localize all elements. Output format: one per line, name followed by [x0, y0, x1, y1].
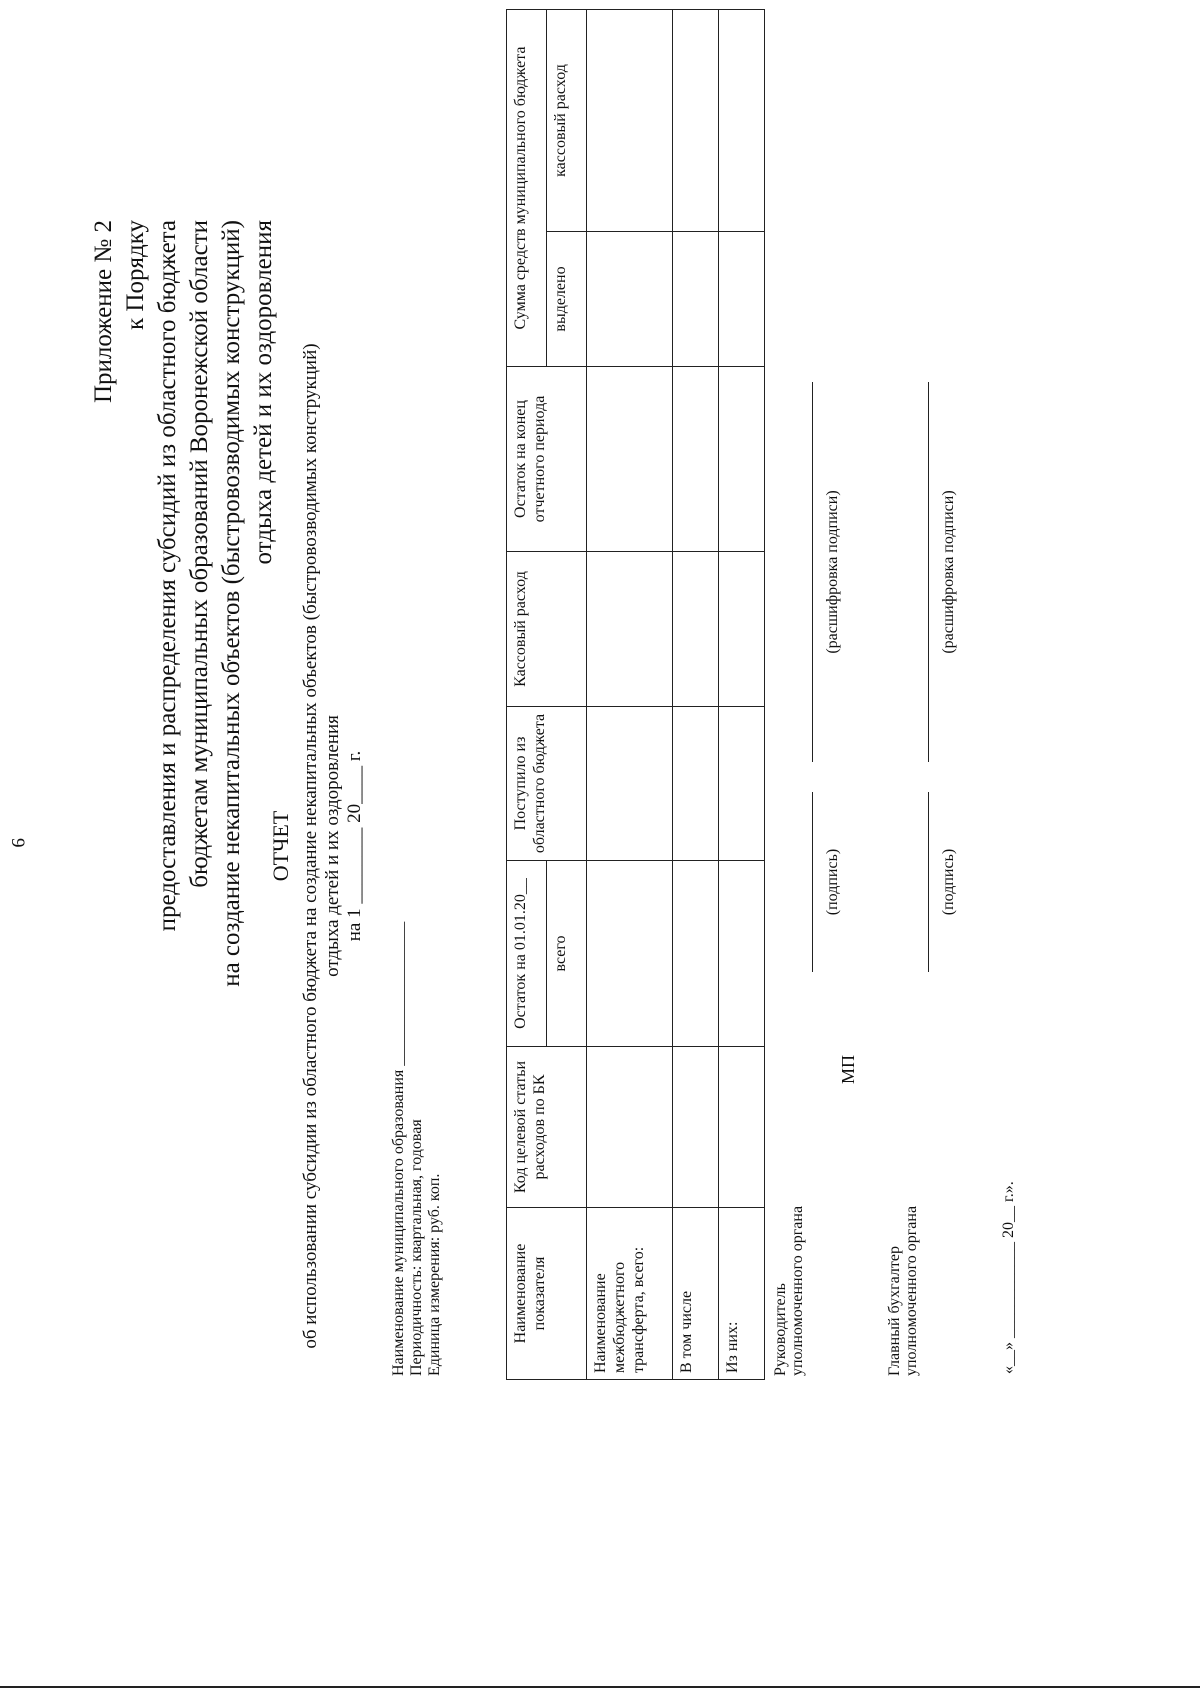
appendix-line-3: предоставления и распределения субсидий из областного бюджета: [154, 220, 181, 932]
head-label: [772, 1206, 806, 1376]
row-label-of-which: Из них:: [719, 1208, 765, 1380]
table-row: [587, 10, 673, 1380]
signature-date: «__» ____________ 20__ г.».: [1000, 1181, 1017, 1374]
table-cell: [673, 861, 719, 1047]
header-balance-end: Остаток на конец отчетного периода: [507, 367, 587, 552]
appendix-line-2: к Порядку: [122, 220, 149, 330]
report-date-line: на 1 ________ 20____ г.: [344, 750, 365, 942]
header-cash-expense: Кассовый расход: [507, 552, 587, 707]
table-cell: [719, 552, 765, 707]
appendix-line-1: Приложение № 2: [90, 220, 117, 404]
accountant-decoding-line: [928, 382, 929, 762]
table-cell: [719, 1047, 765, 1208]
table-cell: [719, 232, 765, 367]
header-balance-start: Остаток на 01.01.20__: [507, 861, 547, 1047]
table-cell: [673, 10, 719, 232]
accountant-label-line-1: Главный бухгалтер: [886, 1246, 903, 1376]
table-cell: [673, 1047, 719, 1208]
municipality-name: Наименование муниципального образования __________________: [390, 921, 407, 1376]
report-subtitle-2: отдыха детей и их оздоровления: [322, 715, 343, 977]
accountant-label-line-2: уполномоченного органа: [903, 1205, 920, 1376]
accountant-decoding-caption: (расшифровка подписи): [940, 490, 957, 654]
table-cell: [673, 367, 719, 552]
header-balance-start-total: всего: [547, 861, 587, 1047]
table-cell: [587, 1047, 673, 1208]
table-row: [673, 10, 719, 1380]
head-decoding-caption: (расшифровка подписи): [824, 490, 841, 654]
header-received: Поступило из областного бюджета: [507, 707, 587, 861]
report-table: [506, 9, 765, 1380]
head-signature-caption: (подпись): [824, 848, 841, 916]
table-cell: [673, 707, 719, 861]
table-cell: [719, 707, 765, 861]
periodicity: Периодичность: квартальная, годовая: [408, 1119, 425, 1376]
header-code: Код целевой статьи расходов по БК: [507, 1047, 587, 1208]
header-allocated: выделено: [547, 232, 587, 367]
appendix-line-5: на создание некапитальных объектов (быстровозводимых конструкций): [218, 220, 245, 987]
page-number: 9: [7, 838, 28, 848]
accountant-signature-caption: (подпись): [940, 848, 957, 916]
stamp-place: МП: [838, 1054, 858, 1084]
header-indicator: Наименование показателя: [507, 1208, 587, 1380]
appendix-header: [88, 220, 280, 987]
accountant-label: [886, 1206, 920, 1376]
table-cell: [587, 861, 673, 1047]
table-cell: [673, 232, 719, 367]
table-cell: [587, 232, 673, 367]
header-municipal-cash: кассовый расход: [547, 10, 587, 232]
table-cell: [587, 367, 673, 552]
table-cell: [719, 367, 765, 552]
table-cell: [673, 552, 719, 707]
table-cell: [587, 707, 673, 861]
report-title: ОТЧЕТ: [268, 810, 293, 882]
table-cell: [719, 10, 765, 232]
appendix-line-4: бюджетам муниципальных образований Воронежской области: [186, 220, 213, 888]
head-label-line-2: уполномоченного органа: [789, 1205, 806, 1376]
table-row: [719, 10, 765, 1380]
bottom-edge-line: [0, 1686, 1200, 1688]
header-municipal-sum: Сумма средств муниципального бюджета: [507, 10, 547, 367]
measurement-unit: Единица измерения: руб. коп.: [426, 1173, 443, 1376]
row-label-transfer: Наименование межбюджетного трансферта, всего:: [587, 1208, 673, 1380]
head-decoding-line: [812, 382, 813, 762]
appendix-line-6: отдыха детей и их оздоровления: [250, 220, 277, 565]
accountant-signature-line: [928, 792, 929, 972]
table-cell: [587, 10, 673, 232]
row-label-including: В том числе: [673, 1208, 719, 1380]
head-label-line-1: Руководитель: [772, 1283, 789, 1376]
table-cell: [587, 552, 673, 707]
table-cell: [719, 861, 765, 1047]
report-subtitle-1: об использовании субсидии из областного бюджета на создание некапитальных объектов (быстровозводимых конструкций): [300, 343, 321, 1349]
head-signature-line: [812, 792, 813, 972]
